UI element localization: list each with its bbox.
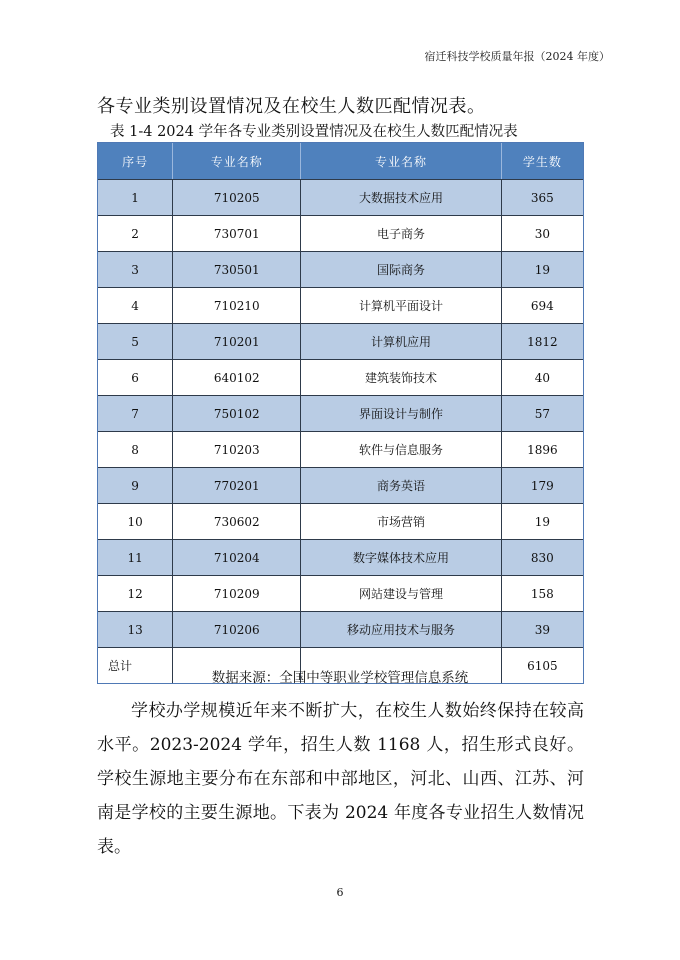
- cell-major-name: 电子商务: [301, 215, 501, 251]
- cell-major-name: 移动应用技术与服务: [301, 611, 501, 647]
- cell-index: 5: [98, 323, 173, 359]
- cell-index: 4: [98, 287, 173, 323]
- cell-index: 10: [98, 503, 173, 539]
- cell-students: 158: [502, 575, 583, 611]
- data-source-note: 数据来源：全国中等职业学校管理信息系统: [211, 670, 469, 686]
- table-row: [98, 575, 583, 611]
- table-caption: 表 1-4 2024 学年各专业类别设置情况及在校生人数匹配情况表: [110, 124, 518, 140]
- cell-index: 9: [98, 467, 173, 503]
- cell-major-name: 商务英语: [301, 467, 501, 503]
- header-major-name: 专业名称: [301, 143, 501, 179]
- table-row: [98, 431, 583, 467]
- cell-students: 40: [502, 359, 583, 395]
- table-row: [98, 323, 583, 359]
- cell-index: 1: [98, 179, 173, 215]
- cell-code: 730501: [173, 251, 301, 287]
- cell-code: 730701: [173, 215, 301, 251]
- table-row: [98, 503, 583, 539]
- cell-code: 710210: [173, 287, 301, 323]
- cell-code: 710206: [173, 611, 301, 647]
- cell-index: 12: [98, 575, 173, 611]
- cell-major-name: 建筑装饰技术: [301, 359, 501, 395]
- page-number: 6: [336, 886, 344, 899]
- report-header: 宿迁科技学校质量年报（2024 年度）: [424, 50, 610, 63]
- header-students: 学生数: [502, 143, 583, 179]
- cell-students: 19: [502, 251, 583, 287]
- cell-students: 57: [502, 395, 583, 431]
- table-row: [98, 539, 583, 575]
- section-intro-text: 各专业类别设置情况及在校生人数匹配情况表。: [97, 96, 486, 117]
- cell-code: 710204: [173, 539, 301, 575]
- cell-index: 11: [98, 539, 173, 575]
- cell-code: 750102: [173, 395, 301, 431]
- table-row: [98, 611, 583, 647]
- cell-index: 7: [98, 395, 173, 431]
- table-row: [98, 467, 583, 503]
- cell-students: 30: [502, 215, 583, 251]
- cell-students: 365: [502, 179, 583, 215]
- cell-index: 3: [98, 251, 173, 287]
- cell-major-name: 界面设计与制作: [301, 395, 501, 431]
- total-students: 6105: [502, 647, 583, 683]
- cell-index: 2: [98, 215, 173, 251]
- cell-index: 6: [98, 359, 173, 395]
- cell-index: 13: [98, 611, 173, 647]
- cell-major-name: 国际商务: [301, 251, 501, 287]
- table-row: [98, 251, 583, 287]
- table-row: [98, 359, 583, 395]
- total-label: 总计: [98, 647, 173, 683]
- table-row: [98, 179, 583, 215]
- cell-students: 1812: [502, 323, 583, 359]
- major-enrollment-table: [97, 142, 584, 684]
- cell-code: 710203: [173, 431, 301, 467]
- cell-students: 39: [502, 611, 583, 647]
- cell-major-name: 计算机应用: [301, 323, 501, 359]
- cell-students: 694: [502, 287, 583, 323]
- body-paragraph: 学校办学规模近年来不断扩大，在校生人数始终保持在较高水平。2023-2024 学年，招生人数 1168 人，招生形式良好。学校生源地主要分布在东部和中部地区，河北、山西、江苏、河南是学校的主要生源地。下表为 2024 年度各专业招生人数情况表。: [97, 701, 584, 857]
- cell-major-name: 计算机平面设计: [301, 287, 501, 323]
- header-index: 序号: [98, 143, 173, 179]
- header-code: 专业名称: [173, 143, 301, 179]
- cell-code: 710205: [173, 179, 301, 215]
- table-row: [98, 395, 583, 431]
- table-row: [98, 215, 583, 251]
- cell-code: 730602: [173, 503, 301, 539]
- cell-major-name: 数字媒体技术应用: [301, 539, 501, 575]
- cell-major-name: 软件与信息服务: [301, 431, 501, 467]
- table-row: [98, 287, 583, 323]
- cell-code: 710201: [173, 323, 301, 359]
- cell-students: 179: [502, 467, 583, 503]
- cell-students: 19: [502, 503, 583, 539]
- cell-code: 710209: [173, 575, 301, 611]
- cell-major-name: 大数据技术应用: [301, 179, 501, 215]
- cell-students: 830: [502, 539, 583, 575]
- cell-code: 770201: [173, 467, 301, 503]
- cell-major-name: 市场营销: [301, 503, 501, 539]
- cell-major-name: 网站建设与管理: [301, 575, 501, 611]
- cell-code: 640102: [173, 359, 301, 395]
- table-header-row: [98, 143, 583, 179]
- cell-index: 8: [98, 431, 173, 467]
- cell-students: 1896: [502, 431, 583, 467]
